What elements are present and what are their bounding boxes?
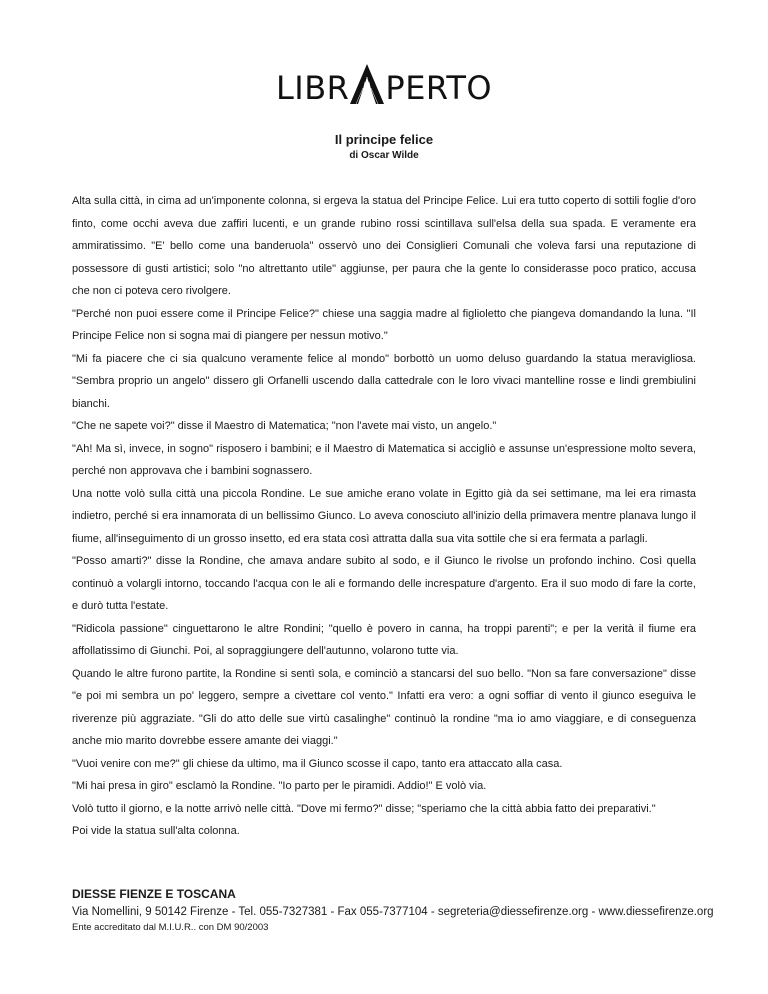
paragraph: Quando le altre furono partite, la Rondine si sentì sola, e cominciò a stancarsi del suo bello. "Non sa fare conversazione" disse "e poi mi sembra un po' leggero, sempre a civettare col vento." Infatti era vero: a ogni soffiar di vento il giunco eseguiva le riverenze più aggraziate. "Gli do atto delle sue virtù casalinghe" continuò la rondine "ma io amo viaggiare, e di conseguenza anche mio marito dovrebbe essere amante dei viaggi." bbox=[72, 667, 696, 747]
logo-text-left: LIBR bbox=[275, 69, 350, 107]
librarperto-logo bbox=[0, 60, 768, 107]
logo-wordmark bbox=[275, 64, 493, 107]
document-header bbox=[0, 132, 768, 162]
paragraph: Una notte volò sulla città una piccola Rondine. Le sue amiche erano volate in Egitto già da sei settimane, ma lei era rimasta indietro, perché si era innamorata di un bellissimo Giunco. Lo aveva conosciuto all'inizio della primavera mentre planava lungo il fiume, all'inseguimento di un grosso insetto, ed era stata così attratta dalla sua vita sottile che si era fermata a parlagli. bbox=[72, 487, 696, 545]
story-body bbox=[72, 190, 696, 843]
paragraph: "Mi fa piacere che ci sia qualcuno veramente felice al mondo" borbottò un uomo deluso guardando la statua meravigliosa. "Sembra proprio un angelo" dissero gli Orfanelli uscendo dalla cattedrale con le loro vivaci mantelline rosse e lindi grembiulini bianchi. bbox=[72, 352, 696, 410]
paragraph: Volò tutto il giorno, e la notte arrivò nelle città. "Dove mi fermo?" disse; "speriamo che la città abbia fatto dei preparativi." bbox=[72, 802, 656, 815]
document-title: Il principe felice bbox=[334, 132, 434, 147]
footer-contact-line: Via Nomellini, 9 50142 Firenze - Tel. 055-7327381 - Fax 055-7377104 - segreteria@diessefirenze.org - www.diessefirenze.org bbox=[72, 906, 714, 918]
paragraph: "Perché non puoi essere come il Principe Felice?" chiese una saggia madre al figlioletto che piangeva domandando la luna. "Il Principe Felice non si sogna mai di piangere per nessun motivo." bbox=[72, 307, 696, 342]
paragraph: Poi vide la statua sull'alta colonna. bbox=[72, 825, 240, 837]
paragraph: "Mi hai presa in giro" esclamò la Rondine. "Io parto per le piramidi. Addio!" E volò via. bbox=[72, 780, 487, 792]
paragraph: "Ridicola passione" cinguettarono le altre Rondini; "quello è povero in canna, ha troppi parenti"; e per la verità il fiume era affollatissimo di Giunchi. Poi, al sopraggiungere dell'autunno, volarono tutte via. bbox=[72, 622, 696, 657]
document-author: di Oscar Wilde bbox=[349, 150, 419, 161]
paragraph: "Posso amarti?" disse la Rondine, che amava andare subito al sodo, e il Giunco le rivolse un profondo inchino. Così quella continuò a volargli intorno, toccando l'acqua con le ali e formando delle increspature d'argento. Era il suo modo di fare la corte, e durò tutta l'estate. bbox=[72, 555, 696, 612]
paragraph: "Che ne sapete voi?" disse il Maestro di Matematica; "non l'avete mai visto, un angelo." bbox=[72, 420, 497, 432]
paragraph: Alta sulla città, in cima ad un'imponente colonna, si ergeva la statua del Principe Felice. Lui era tutto coperto di sottili foglie d'oro finto, come occhi aveva due zaffiri lucenti, e un grande rubino rossi scintillava sull'elsa della sua spada. E veramente era ammiratissimo. "E' bello come una banderuola" osservò uno dei Consiglieri Comunali che voleva farsi una reputazione di possessore di gusti artistici; solo "no altrettanto utile" aggiunse, per paura che la gente lo considerasse poco pratico, accusa che non ci poteva cero rivolgere. bbox=[72, 195, 696, 297]
open-book-a-icon bbox=[350, 64, 384, 104]
footer-org-name: DIESSE FIENZE E TOSCANA bbox=[72, 887, 236, 901]
footer-accreditation: Ente accreditato dal M.I.U.R.. con DM 90/2003 bbox=[72, 922, 269, 933]
page-footer bbox=[72, 886, 752, 934]
paragraph: "Vuoi venire con me?" gli chiese da ultimo, ma il Giunco scosse il capo, tanto era attaccato alla casa. bbox=[72, 757, 563, 770]
paragraph: "Ah! Ma sì, invece, in sogno" risposero i bambini; e il Maestro di Matematica si accigliò e assunse un'espressione molto severa, perché non approvava che i bambini sognassero. bbox=[72, 442, 696, 477]
logo-text-right: PERTO bbox=[385, 69, 493, 107]
